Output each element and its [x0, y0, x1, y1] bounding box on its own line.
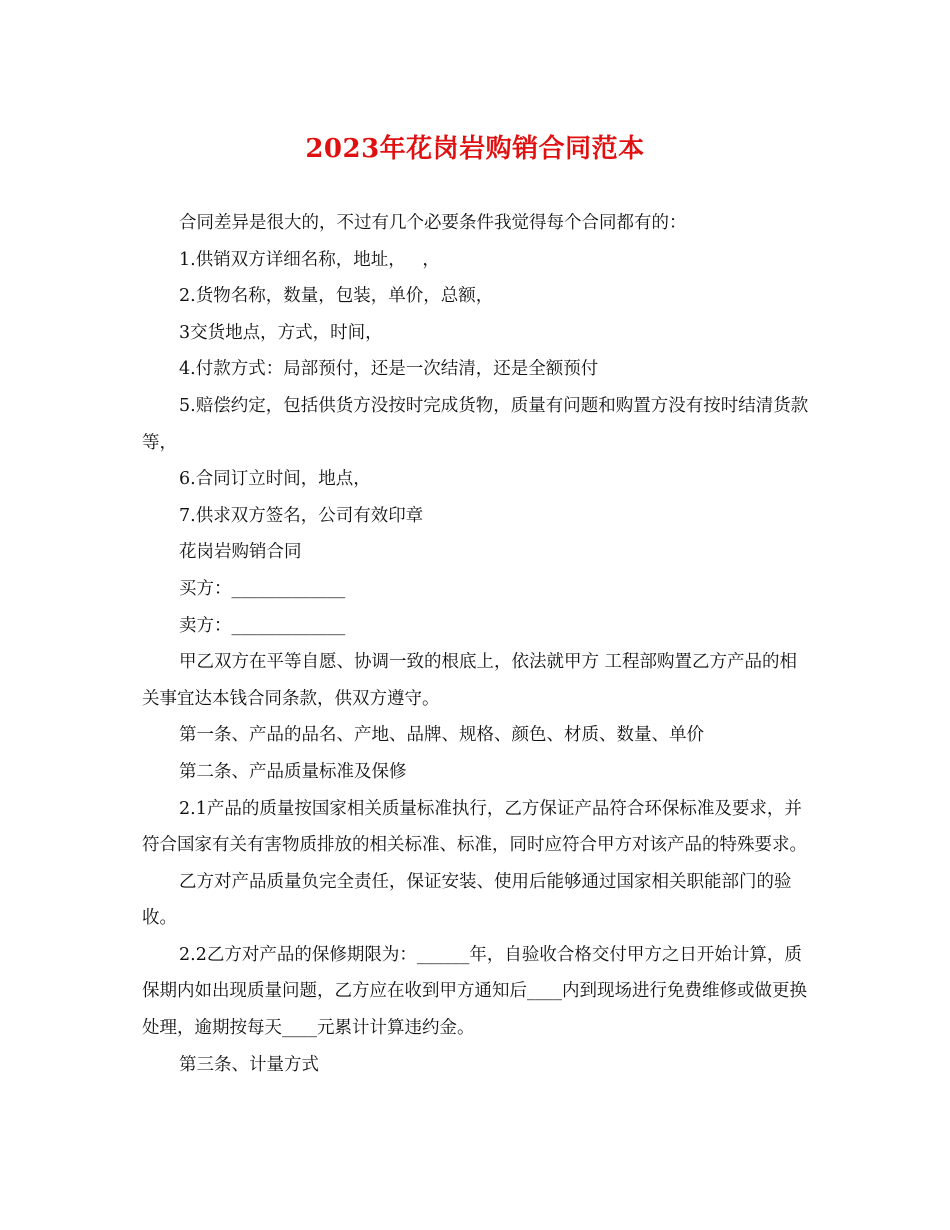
seller-line: 卖方：_____________ [179, 615, 346, 636]
article-3-heading: 第三条、计量方式 [179, 1054, 319, 1075]
preamble-paragraph: 甲乙双方在平等自愿、协调一致的根底上，依法就甲方 工程部购置乙方产品的相关事宜达本钱合同条款，供双方遵守。 [142, 652, 798, 709]
article-2-heading: 第二条、产品质量标准及保修 [179, 761, 407, 782]
paragraph-item-3: 3交货地点，方式，时间， [179, 322, 383, 343]
paragraph-item-7: 7.供求双方签名，公司有效印章 [179, 505, 424, 526]
buyer-line: 买方：_____________ [179, 578, 346, 599]
document-body [142, 205, 810, 1083]
paragraph-intro: 合同差异是很大的，不过有几个必要条件我觉得每个合同都有的： [179, 213, 687, 233]
paragraph-item-5: 5.赔偿约定，包括供货方没按时完成货物，质量有问题和购置方没有按时结清货款等， [142, 395, 809, 453]
article-1-heading: 第一条、产品的品名、产地、品牌、规格、颜色、材质、数量、单价 [179, 725, 704, 746]
contract-heading: 花岗岩购销合同 [179, 542, 302, 563]
paragraph-item-4: 4.付款方式：局部预付，还是一次结清，还是全额预付 [179, 359, 599, 380]
paragraph-item-6: 6.合同订立时间，地点， [179, 469, 371, 490]
quality-responsibility: 乙方对产品质量负完全责任，保证安装、使用后能够通过国家相关职能部门的验收。 [142, 871, 792, 929]
document-title: 2023年花岗岩购销合同范本 [305, 134, 645, 164]
paragraph-item-1: 1.供销双方详细名称，地址， ， [179, 249, 440, 270]
clause-2-2: 2.2乙方对产品的保修期限为：______年，自验收合格交付甲方之日开始计算，质保期内如出现质量问题，乙方应在收到甲方通知后____内到现场进行免费维修或做更换处理，逾期按每天____元累计计算违约金。 [142, 944, 807, 1039]
clause-2-1: 2.1产品的质量按国家相关质量标准执行，乙方保证产品符合环保标准及要求，并符合国家有关有害物质排放的相关标准、标准，同时应符合甲方对该产品的特殊要求。 [142, 798, 807, 856]
paragraph-item-2: 2.货物名称，数量，包装，单价，总额， [179, 286, 494, 307]
